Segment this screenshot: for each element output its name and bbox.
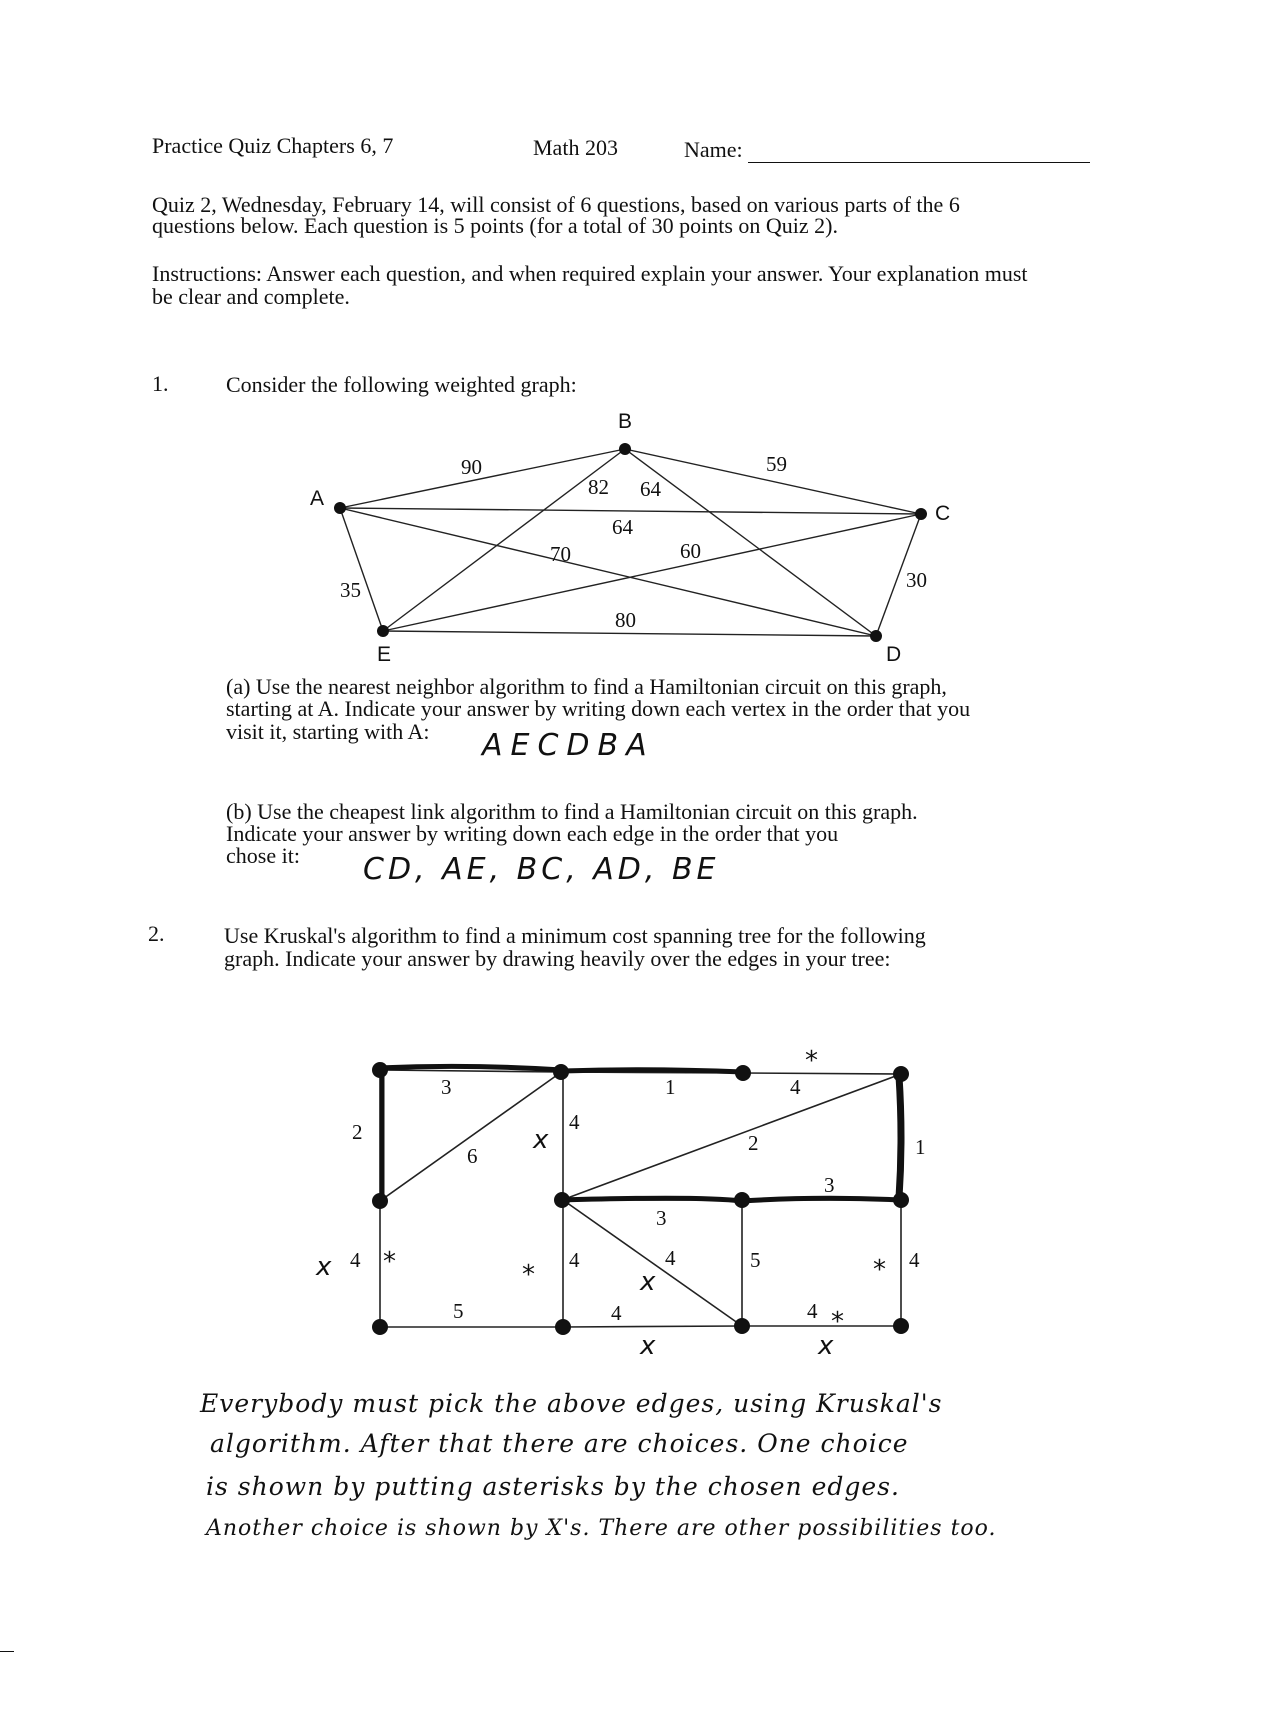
weight-right-lower: 4: [909, 1248, 920, 1272]
node-r3c1: [372, 1319, 388, 1335]
heavy-edge-mid-horiz-right: [742, 1198, 901, 1201]
heavy-edge-right-upper: [899, 1076, 901, 1198]
weight-diag-lower: 4: [665, 1246, 676, 1270]
instructions-line-1: Instructions: Answer each question, and when required explain your answer. Your explanation must: [152, 261, 1028, 286]
course-label: Math 203: [533, 135, 618, 160]
asterisk-mark: *: [805, 1046, 818, 1076]
weight-bottom-mid: 4: [611, 1301, 622, 1325]
vertex-e-label: E: [377, 643, 392, 666]
weight-mid-upper: 4: [569, 1110, 580, 1134]
x-mark: x: [818, 1331, 834, 1361]
node-r1c2: [553, 1064, 569, 1080]
edge-diag-lower: [563, 1200, 742, 1326]
edge-top-right: [743, 1073, 901, 1074]
node-r1c4: [893, 1066, 909, 1082]
x-mark: x: [533, 1125, 549, 1155]
quiz-title: Practice Quiz Chapters 6, 7: [152, 133, 394, 158]
node-r1c3: [735, 1065, 751, 1081]
intro-line-1: Quiz 2, Wednesday, February 14, will consist of 6 questions, based on various parts of the 6: [152, 192, 960, 217]
x-mark: x: [640, 1267, 656, 1297]
weight-cd: 30: [906, 568, 927, 592]
node-r1c1: [372, 1062, 388, 1078]
weight-top-right: 4: [790, 1075, 801, 1099]
q1b-line-2: Indicate your answer by writing down each edge in the order that you: [226, 821, 839, 846]
weight-top-mid: 1: [665, 1075, 676, 1099]
q2-line-2: graph. Indicate your answer by drawing heavily over the edges in your tree:: [224, 946, 891, 971]
note-line-2: algorithm. After that there are choices. One choice: [210, 1429, 909, 1458]
q2-line-1: Use Kruskal's algorithm to find a minimum cost spanning tree for the following: [224, 923, 926, 948]
vertex-b-label: B: [618, 410, 633, 433]
q2-number: 2.: [148, 921, 165, 946]
weight-bottom-right: 4: [807, 1299, 818, 1323]
note-line-3: is shown by putting asterisks by the chosen edges.: [206, 1472, 900, 1501]
weight-bottom-left: 5: [453, 1299, 464, 1323]
node-r3c4: [893, 1318, 909, 1334]
heavy-edge-top-left: [378, 1066, 562, 1070]
asterisk-mark: *: [831, 1307, 844, 1337]
q1b-line-3: chose it:: [226, 843, 300, 868]
node-r3c2: [555, 1319, 571, 1335]
weight-ae: 35: [340, 578, 361, 602]
weight-top-left: 3: [441, 1075, 452, 1099]
edge-bottom-mid: [563, 1326, 742, 1327]
note-line-1: Everybody must pick the above edges, using Kruskal's: [200, 1389, 943, 1418]
weight-right-upper: 1: [915, 1135, 926, 1159]
weight-bd: 64: [640, 477, 661, 501]
weight-ec: 60: [680, 539, 701, 563]
x-mark: x: [640, 1331, 656, 1361]
weight-diag-upper: 6: [467, 1144, 478, 1168]
weight-ab: 90: [461, 455, 482, 479]
q1b-handwritten-answer: CD, AE, BC, AD, BE: [363, 852, 720, 887]
weight-mid-horiz: 3: [656, 1206, 667, 1230]
weight-inner-vert: 5: [750, 1248, 761, 1272]
scan-edge-mark: [0, 1651, 14, 1652]
weight-eb: 82: [588, 475, 609, 499]
heavy-edge-top-mid: [562, 1070, 743, 1072]
vertex-a-label: A: [310, 487, 325, 510]
q1a-line-2: starting at A. Indicate your answer by writing down each vertex in the order that you: [226, 696, 971, 721]
weight-left-upper: 2: [352, 1120, 363, 1144]
asterisk-mark: *: [383, 1247, 396, 1277]
name-label: Name:: [684, 137, 743, 162]
weight-diag-long: 2: [748, 1131, 759, 1155]
node-r2c2: [554, 1192, 570, 1208]
instructions-line-2: be clear and complete.: [152, 284, 350, 309]
intro-line-2: questions below. Each question is 5 points (for a total of 30 points on Quiz 2).: [152, 213, 838, 238]
weight-left-lower: 4: [350, 1248, 361, 1272]
q1-number: 1.: [152, 371, 169, 396]
node-r3c3: [734, 1318, 750, 1334]
q1b-line-1: (b) Use the cheapest link algorithm to find a Hamiltonian circuit on this graph.: [226, 799, 918, 824]
asterisk-mark: *: [873, 1255, 886, 1285]
q1-prompt: Consider the following weighted graph:: [226, 372, 577, 397]
node-r2c3: [734, 1192, 750, 1208]
q1a-line-1: (a) Use the nearest neighbor algorithm to find a Hamiltonian circuit on this graph,: [226, 674, 947, 699]
x-mark: x: [316, 1252, 332, 1282]
q1a-handwritten-answer: AECDBA: [482, 728, 655, 763]
node-r2c4: [893, 1192, 909, 1208]
weight-mid-lower: 4: [569, 1248, 580, 1272]
weight-bc: 59: [766, 452, 787, 476]
weight-ed: 80: [615, 608, 636, 632]
weight-mid-horiz-right: 3: [824, 1173, 835, 1197]
vertex-c-label: C: [935, 502, 951, 525]
node-r2c1: [372, 1193, 388, 1209]
asterisk-mark: *: [522, 1260, 535, 1290]
vertex-d-label: D: [886, 643, 902, 666]
heavy-edge-mid-horiz: [562, 1198, 742, 1201]
q1a-line-3: visit it, starting with A:: [226, 719, 430, 744]
note-line-4: Another choice is shown by X's. There are other possibilities too.: [206, 1516, 997, 1541]
weight-ac: 64: [612, 515, 633, 539]
weight-ad: 70: [550, 542, 571, 566]
